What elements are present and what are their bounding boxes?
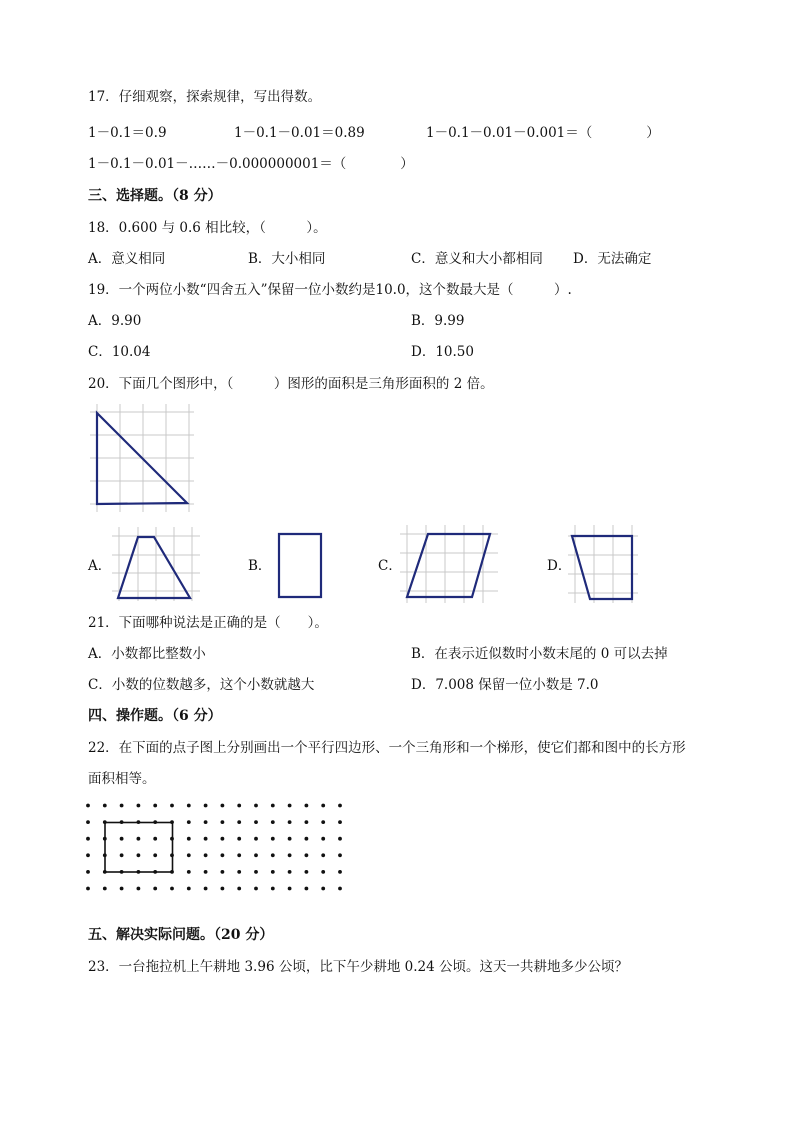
q18-option-a[interactable]: A．意义相同 xyxy=(88,251,166,267)
grid-dot[interactable] xyxy=(237,887,241,891)
grid-dot[interactable] xyxy=(254,870,258,874)
grid-dot[interactable] xyxy=(321,870,325,874)
grid-dot[interactable] xyxy=(221,820,225,824)
grid-dot[interactable] xyxy=(271,837,275,841)
grid-dot[interactable] xyxy=(187,804,191,808)
grid-dot[interactable] xyxy=(305,870,309,874)
q19-option-b[interactable]: B．9.99 xyxy=(411,313,465,329)
grid-dot[interactable] xyxy=(271,887,275,891)
q20-option-d-label[interactable]: D． xyxy=(547,558,572,574)
grid-dot[interactable] xyxy=(103,870,107,874)
q19-prompt: 19．一个两位小数“四舍五入”保留一位小数约是10.0，这个数最大是（ ）. xyxy=(88,282,572,298)
section-4-title: 四、操作题。（6 分） xyxy=(88,708,222,724)
grid-dot[interactable] xyxy=(237,837,241,841)
q22-prompt-line-1: 22．在下面的点子图上分别画出一个平行四边形、一个三角形和一个梯形，使它们都和图中的长方形 xyxy=(88,740,686,756)
grid-dot[interactable] xyxy=(305,887,309,891)
grid-dot[interactable] xyxy=(187,820,191,824)
grid-dot[interactable] xyxy=(338,870,342,874)
grid-dot[interactable] xyxy=(153,853,157,857)
q18-option-d[interactable]: D．无法确定 xyxy=(573,251,652,267)
grid-dot[interactable] xyxy=(153,870,157,874)
grid-dot[interactable] xyxy=(288,853,292,857)
grid-dot[interactable] xyxy=(137,853,141,857)
q18-option-b[interactable]: B．大小相同 xyxy=(248,251,326,267)
grid-dot[interactable] xyxy=(204,887,208,891)
grid-dot[interactable] xyxy=(86,837,90,841)
grid-dot[interactable] xyxy=(170,804,174,808)
q20-option-d-trapezoid-figure[interactable] xyxy=(568,525,643,605)
q22-dot-grid[interactable] xyxy=(85,800,365,912)
grid-dot[interactable] xyxy=(153,887,157,891)
grid-dot[interactable] xyxy=(187,887,191,891)
grid-dot[interactable] xyxy=(120,804,124,808)
q21-option-a[interactable]: A．小数都比整数小 xyxy=(88,646,206,662)
grid-dot[interactable] xyxy=(338,853,342,857)
grid-dot[interactable] xyxy=(204,820,208,824)
grid-dot[interactable] xyxy=(86,804,90,808)
rectangle-shape xyxy=(279,534,321,597)
q20-option-b-label[interactable]: B． xyxy=(248,558,272,574)
grid-dot[interactable] xyxy=(137,820,141,824)
grid-dot[interactable] xyxy=(120,870,124,874)
grid-dot[interactable] xyxy=(137,887,141,891)
q17-prompt: 17．仔细观察，探索规律，写出得数。 xyxy=(88,89,322,105)
grid-dot[interactable] xyxy=(187,870,191,874)
q23-prompt: 23．一台拖拉机上午耕地 3.96 公顷，比下午少耕地 0.24 公顷。这天一共耕地多少公顷？ xyxy=(88,959,628,975)
grid-dot[interactable] xyxy=(153,837,157,841)
grid-dot[interactable] xyxy=(221,870,225,874)
q20-option-a-label[interactable]: A． xyxy=(88,558,112,574)
grid-dot[interactable] xyxy=(103,820,107,824)
parallelogram-shape xyxy=(407,534,490,597)
grid-dot[interactable] xyxy=(237,870,241,874)
grid-dot[interactable] xyxy=(204,870,208,874)
q20-option-a-trapezoid-figure[interactable] xyxy=(112,527,202,602)
grid-dot[interactable] xyxy=(288,820,292,824)
grid-dot[interactable] xyxy=(103,853,107,857)
grid-dot[interactable] xyxy=(305,853,309,857)
grid-dot[interactable] xyxy=(221,837,225,841)
q17-equation-1: 1－0.1＝0.9 xyxy=(88,125,167,141)
q17-equation-2: 1－0.1－0.01＝0.89 xyxy=(234,125,365,141)
grid-dot[interactable] xyxy=(170,887,174,891)
q17-equation-3: 1－0.1－0.01－0.001＝（ ） xyxy=(426,125,660,141)
grid-dot[interactable] xyxy=(237,853,241,857)
q20-option-c-parallelogram-figure[interactable] xyxy=(400,525,500,605)
q20-option-c-label[interactable]: C． xyxy=(378,558,402,574)
grid-dot[interactable] xyxy=(321,820,325,824)
grid-dot[interactable] xyxy=(204,837,208,841)
grid-dot[interactable] xyxy=(120,887,124,891)
q19-option-c[interactable]: C．10.04 xyxy=(88,344,151,360)
dot-points xyxy=(86,804,342,891)
grid-dot[interactable] xyxy=(153,820,157,824)
grid-dot[interactable] xyxy=(338,887,342,891)
q21-option-b[interactable]: B．在表示近似数时小数末尾的 0 可以去掉 xyxy=(411,646,668,662)
grid-dot[interactable] xyxy=(254,820,258,824)
grid-dot[interactable] xyxy=(305,820,309,824)
q19-option-a[interactable]: A．9.90 xyxy=(88,313,142,329)
grid-dot[interactable] xyxy=(271,820,275,824)
grid-dot[interactable] xyxy=(338,804,342,808)
grid-dot[interactable] xyxy=(271,804,275,808)
grid-dot[interactable] xyxy=(237,820,241,824)
grid-dot[interactable] xyxy=(254,853,258,857)
grid-dot[interactable] xyxy=(321,853,325,857)
grid-dot[interactable] xyxy=(254,887,258,891)
grid-dot[interactable] xyxy=(254,804,258,808)
grid-dot[interactable] xyxy=(153,804,157,808)
grid-dot[interactable] xyxy=(271,853,275,857)
right-trapezoid-shape xyxy=(572,536,632,599)
grid-dot[interactable] xyxy=(103,887,107,891)
grid-dot[interactable] xyxy=(221,887,225,891)
grid-dot[interactable] xyxy=(170,870,174,874)
grid-dot[interactable] xyxy=(170,853,174,857)
q18-option-c[interactable]: C．意义和大小都相同 xyxy=(411,251,543,267)
grid-dot[interactable] xyxy=(221,853,225,857)
grid-dot[interactable] xyxy=(86,853,90,857)
grid-dot[interactable] xyxy=(288,804,292,808)
grid-dot[interactable] xyxy=(305,804,309,808)
q21-prompt: 21．下面哪种说法是正确的是（ ）。 xyxy=(88,615,328,631)
grid-dot[interactable] xyxy=(288,870,292,874)
grid-dot[interactable] xyxy=(338,820,342,824)
grid-dot[interactable] xyxy=(137,837,141,841)
reference-rectangle xyxy=(105,823,173,873)
q21-option-d[interactable]: D．7.008 保留一位小数是 7.0 xyxy=(411,677,599,693)
grid-dot[interactable] xyxy=(170,837,174,841)
trapezoid-shape xyxy=(118,537,190,598)
q18-prompt: 18．0.600 与 0.6 相比较，（ ）。 xyxy=(88,220,327,236)
q20-reference-triangle-figure xyxy=(90,404,200,514)
grid-dot[interactable] xyxy=(187,837,191,841)
q17-equation-4: 1－0.1－0.01－……－0.000000001＝（ ） xyxy=(88,156,414,172)
grid-dot[interactable] xyxy=(137,870,141,874)
grid-dot[interactable] xyxy=(120,853,124,857)
grid-dot[interactable] xyxy=(288,837,292,841)
grid-dot[interactable] xyxy=(254,837,258,841)
grid-dot[interactable] xyxy=(321,887,325,891)
q19-option-d[interactable]: D．10.50 xyxy=(411,344,474,360)
grid-dot[interactable] xyxy=(237,804,241,808)
grid-dot[interactable] xyxy=(321,804,325,808)
grid-dot[interactable] xyxy=(204,853,208,857)
q21-option-c[interactable]: C．小数的位数越多，这个小数就越大 xyxy=(88,677,315,693)
grid-dot[interactable] xyxy=(120,820,124,824)
grid-dot[interactable] xyxy=(103,804,107,808)
grid-dot[interactable] xyxy=(305,837,309,841)
grid-dot[interactable] xyxy=(187,853,191,857)
grid-dot[interactable] xyxy=(321,837,325,841)
section-5-title: 五、解决实际问题。（20 分） xyxy=(88,927,274,943)
grid-dot[interactable] xyxy=(103,837,107,841)
grid-dot[interactable] xyxy=(137,804,141,808)
grid-dot[interactable] xyxy=(86,820,90,824)
grid-dot[interactable] xyxy=(221,804,225,808)
grid-dot[interactable] xyxy=(86,870,90,874)
grid-dot[interactable] xyxy=(170,820,174,824)
grid-dot[interactable] xyxy=(86,887,90,891)
q22-prompt-line-2: 面积相等。 xyxy=(88,771,156,787)
section-3-title: 三、选择题。（8 分） xyxy=(88,188,222,204)
grid-dot[interactable] xyxy=(271,870,275,874)
grid-dot[interactable] xyxy=(120,837,124,841)
grid-dot[interactable] xyxy=(288,887,292,891)
q20-prompt: 20．下面几个图形中，（ ）图形的面积是三角形面积的 2 倍。 xyxy=(88,376,494,392)
grid-dot[interactable] xyxy=(204,804,208,808)
q20-option-b-rectangle-figure[interactable] xyxy=(272,527,332,602)
grid-dot[interactable] xyxy=(338,837,342,841)
